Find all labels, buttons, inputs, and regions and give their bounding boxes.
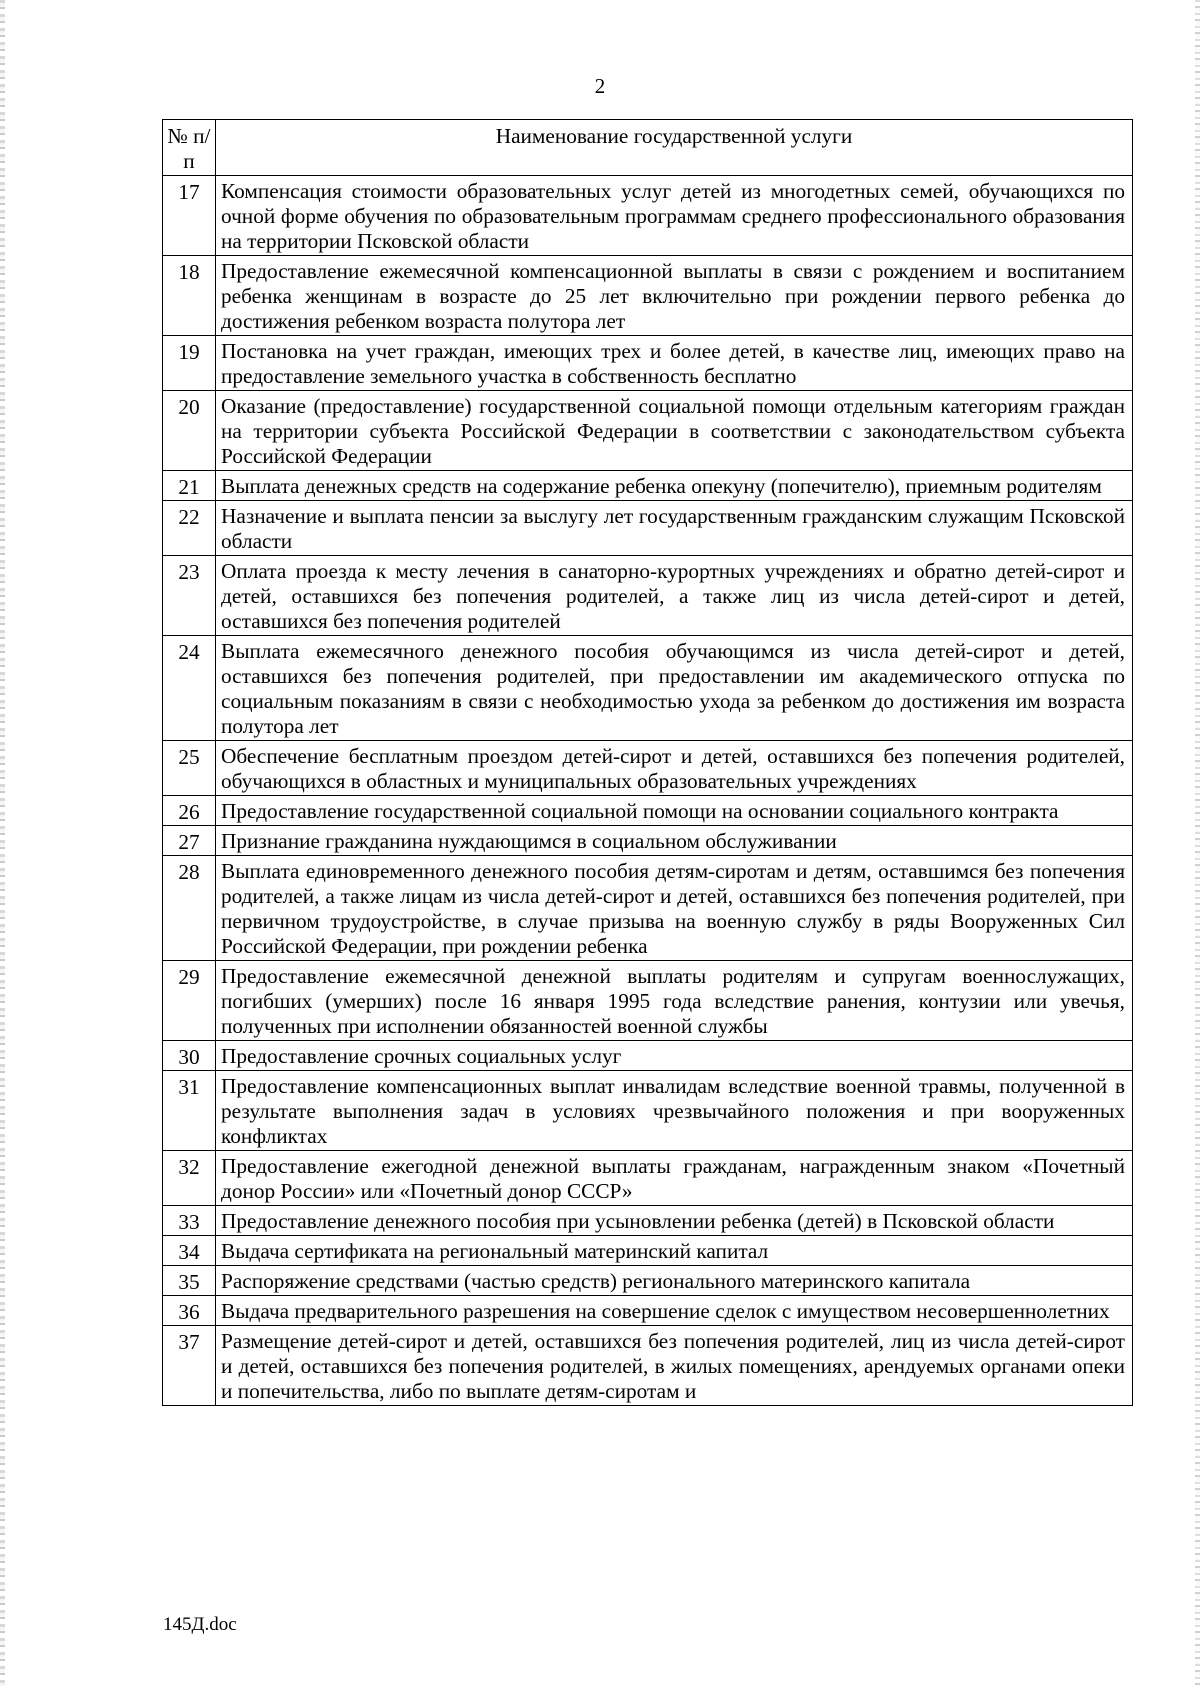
row-number: 26 (163, 796, 216, 826)
service-name: Постановка на учет граждан, имеющих трех и более детей, в качестве лиц, имеющих право на предоставление земельного участка в собственность бесплатно (216, 336, 1133, 391)
table-row (163, 1296, 1133, 1326)
header-num: № п/п (163, 120, 216, 176)
row-number: 25 (163, 741, 216, 796)
table-row (163, 636, 1133, 741)
row-number: 22 (163, 501, 216, 556)
service-name: Предоставление государственной социальной помощи на основании социального контракта (216, 796, 1133, 826)
table-row (163, 501, 1133, 556)
service-name: Выдача сертификата на региональный материнский капитал (216, 1236, 1133, 1266)
service-name: Оказание (предоставление) государственной социальной помощи отдельным категориям граждан на территории субъекта Российской Федерации в соответствии с законодательством субъекта Российской Федерации (216, 391, 1133, 471)
row-number: 33 (163, 1206, 216, 1236)
table-row (163, 391, 1133, 471)
header-name: Наименование государственной услуги (216, 120, 1133, 176)
service-name: Выдача предварительного разрешения на совершение сделок с имуществом несовершеннолетних (216, 1296, 1133, 1326)
table-row (163, 1266, 1133, 1296)
row-number: 21 (163, 471, 216, 501)
service-name: Обеспечение бесплатным проездом детей-сирот и детей, оставшихся без попечения родителей, обучающихся в областных и муниципальных образовательных учреждениях (216, 741, 1133, 796)
service-name: Предоставление ежемесячной компенсационной выплаты в связи с рождением и воспитанием ребенка женщинам в возрасте до 25 лет включительно при рождении первого ребенка до достижения ребенком возраста полутора лет (216, 256, 1133, 336)
service-name: Предоставление срочных социальных услуг (216, 1041, 1133, 1071)
row-number: 18 (163, 256, 216, 336)
service-name: Выплата денежных средств на содержание ребенка опекуну (попечителю), приемным родителям (216, 471, 1133, 501)
table-row (163, 1071, 1133, 1151)
table-row (163, 1206, 1133, 1236)
service-name: Предоставление ежегодной денежной выплаты гражданам, награжденным знаком «Почетный донор России» или «Почетный донор СССР» (216, 1151, 1133, 1206)
table-row (163, 556, 1133, 636)
table-row (163, 336, 1133, 391)
service-name: Компенсация стоимости образовательных услуг детей из многодетных семей, обучающихся по очной форме обучения по образовательным программам среднего профессионального образования на территории Псковской области (216, 176, 1133, 256)
row-number: 17 (163, 176, 216, 256)
row-number: 28 (163, 856, 216, 961)
table-row (163, 471, 1133, 501)
row-number: 23 (163, 556, 216, 636)
service-name: Выплата ежемесячного денежного пособия обучающимся из числа детей-сирот и детей, оставшихся без попечения родителей, при предоставлении им академического отпуска по социальным показаниям в связи с необходимостью ухода за ребенком до достижения им возраста полутора лет (216, 636, 1133, 741)
service-name: Назначение и выплата пенсии за выслугу лет государственным гражданским служащим Псковской области (216, 501, 1133, 556)
footer-filename: 145Д.doc (163, 1614, 237, 1635)
service-name: Предоставление компенсационных выплат инвалидам вследствие военной травмы, полученной в результате выполнения задач в условиях чрезвычайного положения и при вооруженных конфликтах (216, 1071, 1133, 1151)
service-name: Предоставление ежемесячной денежной выплаты родителям и супругам военнослужащих, погибших (умерших) после 16 января 1995 года вследствие ранения, контузии или увечья, полученных при исполнении обязанностей военной службы (216, 961, 1133, 1041)
service-name: Признание гражданина нуждающимся в социальном обслуживании (216, 826, 1133, 856)
row-number: 32 (163, 1151, 216, 1206)
row-number: 35 (163, 1266, 216, 1296)
scan-edge-left (0, 0, 5, 1686)
table-row (163, 741, 1133, 796)
service-name: Оплата проезда к месту лечения в санаторно-курортных учреждениях и обратно детей-сирот и детей, оставшихся без попечения родителей, а также лиц из числа детей-сирот и детей, оставшихся без попечения родителей (216, 556, 1133, 636)
services-table (162, 119, 1133, 1406)
service-name: Предоставление денежного пособия при усыновлении ребенка (детей) в Псковской области (216, 1206, 1133, 1236)
row-number: 30 (163, 1041, 216, 1071)
table-row (163, 1236, 1133, 1266)
service-name: Выплата единовременного денежного пособия детям-сиротам и детям, оставшимся без попечения родителей, а также лицам из числа детей-сирот и детей, оставшихся без попечения родителей, при первичном трудоустройстве, в случае призыва на военную службу в ряды Вооруженных Сил Российской Федерации, при рождении ребенка (216, 856, 1133, 961)
row-number: 37 (163, 1326, 216, 1406)
row-number: 29 (163, 961, 216, 1041)
table-row (163, 176, 1133, 256)
table-row (163, 796, 1133, 826)
service-name: Распоряжение средствами (частью средств) регионального материнского капитала (216, 1266, 1133, 1296)
table-row (163, 826, 1133, 856)
table-row (163, 256, 1133, 336)
row-number: 34 (163, 1236, 216, 1266)
table-row (163, 1326, 1133, 1406)
row-number: 36 (163, 1296, 216, 1326)
table-row (163, 961, 1133, 1041)
scan-edge-right (1195, 0, 1200, 1686)
page-number: 2 (594, 74, 606, 98)
row-number: 19 (163, 336, 216, 391)
table-row (163, 1041, 1133, 1071)
table-row (163, 856, 1133, 961)
row-number: 24 (163, 636, 216, 741)
row-number: 31 (163, 1071, 216, 1151)
service-name: Размещение детей-сирот и детей, оставшихся без попечения родителей, лиц из числа детей-сирот и детей, оставшихся без попечения родителей, в жилых помещениях, арендуемых органами опеки и попечительства, либо по выплате детям-сиротам и (216, 1326, 1133, 1406)
table-row (163, 1151, 1133, 1206)
row-number: 20 (163, 391, 216, 471)
table-header-row (163, 120, 1133, 176)
row-number: 27 (163, 826, 216, 856)
